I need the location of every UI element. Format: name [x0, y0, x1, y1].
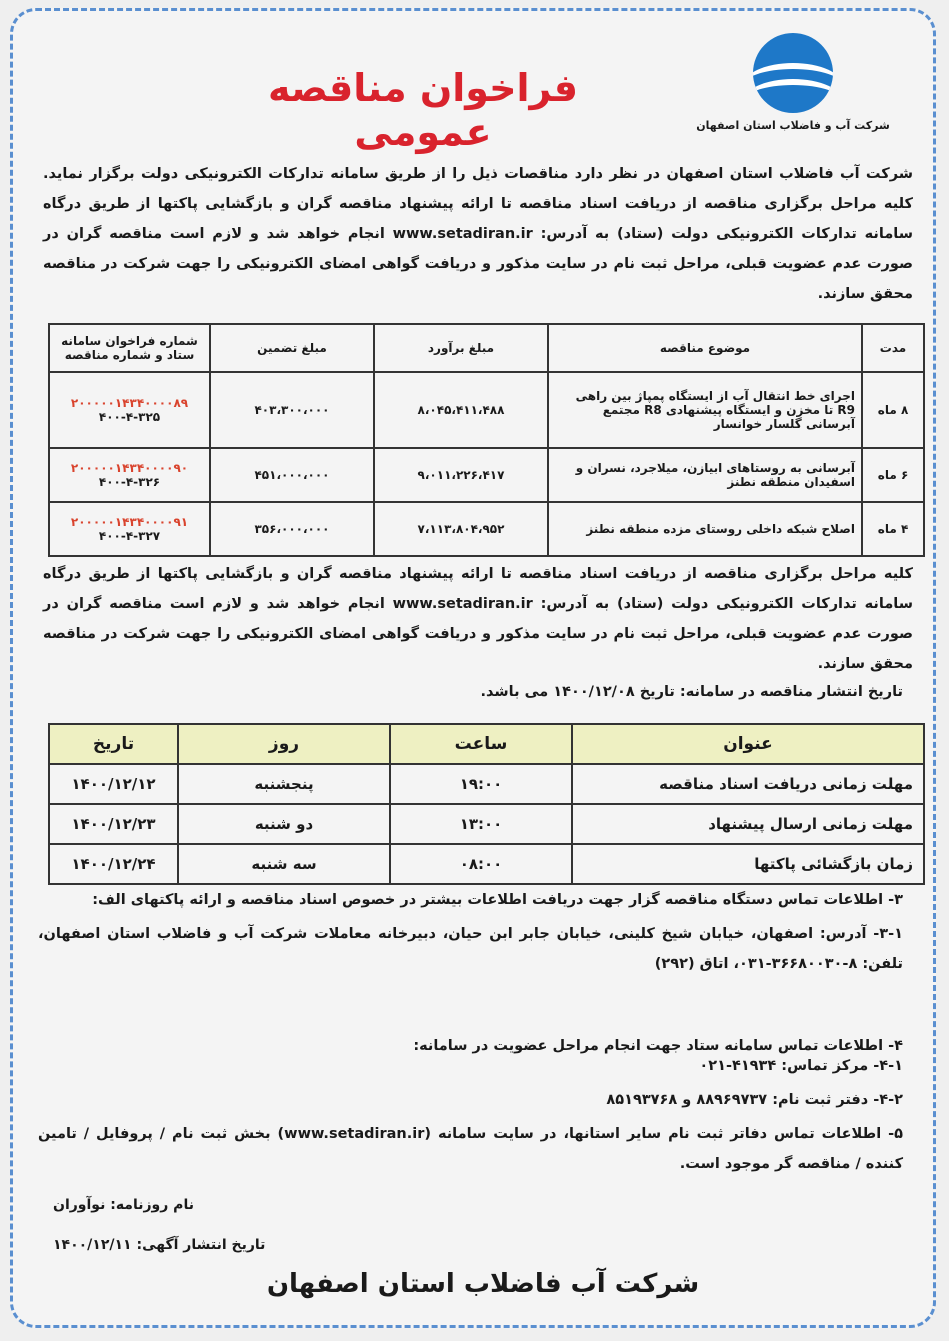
row-date: ۱۴۰۰/۱۲/۲۴	[49, 844, 178, 884]
row-title: مهلت زمانی دریافت اسناد مناقصه	[572, 764, 924, 804]
table-row	[49, 804, 924, 844]
row-subject: اجرای خط انتقال آب از ایستگاه پمپاژ بین راهی R9 تا مخزن و ایستگاه پیشنهادی R8 مجتمع آبرسانی گلسار خوانسار	[548, 372, 862, 448]
col-estimate: مبلغ برآورد	[374, 324, 548, 372]
procedure-paragraph: کلیه مراحل برگزاری مناقصه از دریافت اسناد مناقصه تا ارائه پیشنهاد مناقصه گران و بازگشایی پاکتها از طریق درگاه سامانه تدارکات الکترونیکی دولت (ستاد) به آدرس: www.setadiran.ir انجام خواهد شد و لازم است مناقصه گران در صورت عدم عضویت قبلی، مراحل ثبت نام در سایت مذکور و دریافت گواهی امضای الکترونیکی را جهت شرکت در مناقصه محقق سازند.	[43, 566, 913, 672]
table-row	[49, 502, 924, 556]
row-subject: آبرسانی به روستاهای ابیازن، میلاجرد، نسران و اسفیدان منطقه نطنز	[548, 448, 862, 502]
col-number: شماره فراخوان سامانه ستاد و شماره مناقصه	[49, 324, 210, 372]
row-time: ۰۸:۰۰	[390, 844, 572, 884]
contact-section-3: ۳- اطلاعات تماس دستگاه مناقصه گزار جهت دریافت اطلاعات بیشتر در خصوص اسناد مناقصه و ارائه پاکتهای الف:	[92, 892, 903, 908]
publish-date: تاریخ انتشار مناقصه در سامانه: تاریخ ۱۴۰۰/۱۲/۰۸ می باشد.	[480, 684, 903, 700]
row-title: زمان بازگشائی پاکتها	[572, 844, 924, 884]
table-row	[49, 372, 924, 448]
setad-number: ۲۰۰۰۰۰۱۴۳۴۰۰۰۰۸۹	[70, 396, 189, 410]
ad-publish-date: تاریخ انتشار آگهی: ۱۴۰۰/۱۲/۱۱	[53, 1237, 266, 1253]
row-day: سه شنبه	[178, 844, 390, 884]
table-row	[49, 448, 924, 502]
row-number	[49, 372, 210, 448]
row-title: مهلت زمانی ارسال پیشنهاد	[572, 804, 924, 844]
schedule-table	[48, 723, 925, 885]
notice-frame	[10, 8, 936, 1328]
intro-paragraph: شرکت آب فاضلاب استان اصفهان در نظر دارد مناقصات ذیل را از طریق سامانه تدارکات الکترونیکی دولت برگزار نماید. کلیه مراحل برگزاری مناقصه از دریافت اسناد مناقصه تا ارائه پیشنهاد مناقصه گران و بازگشایی پاکتها از طریق درگاه سامانه تدارکات الکترونیکی دولت (ستاد) به آدرس: www.setadiran.ir انجام خواهد شد و لازم است مناقصه گران در صورت عدم عضویت قبلی، مراحل ثبت نام در سایت مذکور و دریافت گواهی امضای الکترونیکی را جهت شرکت در مناقصه محقق سازند.	[43, 166, 913, 302]
row-duration: ۴ ماه	[862, 502, 924, 556]
tenders-table	[48, 323, 925, 557]
contact-address: ۳-۱- آدرس: اصفهان، خیابان شیخ کلینی، خیابان جابر ابن حیان، دبیرخانه معاملات شرکت آب و فاضلاب استان اصفهان، تلفن: ۸-۳۶۶۸۰۰۳۰-۰۳۱، اتاق (۲۹۲)	[38, 926, 903, 972]
footer-company-name: شرکت آب فاضلاب استان اصفهان	[266, 1269, 700, 1299]
contact-section-5: ۵- اطلاعات تماس دفاتر ثبت نام سایر استانها، در سایت سامانه (www.setadiran.ir) بخش ثبت نام / پروفایل / تامین کننده / مناقصه گر موجود است.	[38, 1126, 903, 1172]
table-row	[49, 764, 924, 804]
row-duration: ۶ ماه	[862, 448, 924, 502]
col-guarantee: مبلغ تضمین	[210, 324, 374, 372]
tender-number: ۴۰۰-۴-۳۲۷	[98, 529, 161, 543]
row-estimate: ۸،۰۴۵،۴۱۱،۴۸۸	[374, 372, 548, 448]
row-date: ۱۴۰۰/۱۲/۱۲	[49, 764, 178, 804]
row-number	[49, 448, 210, 502]
tender-number: ۴۰۰-۴-۳۲۵	[98, 410, 161, 424]
row-date: ۱۴۰۰/۱۲/۲۳	[49, 804, 178, 844]
col-date: تاریخ	[49, 724, 178, 764]
company-logo	[693, 33, 893, 153]
col-subject: موضوع مناقصه	[548, 324, 862, 372]
setad-number: ۲۰۰۰۰۰۱۴۳۴۰۰۰۰۹۱	[70, 515, 189, 529]
logo-company-name: شرکت آب و فاضلاب استان اصفهان	[696, 119, 890, 132]
contact-call-center: ۴-۱- مرکز تماس: ۴۱۹۳۴-۰۲۱	[699, 1058, 903, 1074]
col-time: ساعت	[390, 724, 572, 764]
col-day: روز	[178, 724, 390, 764]
row-estimate: ۹،۰۱۱،۲۲۶،۴۱۷	[374, 448, 548, 502]
row-guarantee: ۴۰۳،۳۰۰،۰۰۰	[210, 372, 374, 448]
col-title: عنوان	[572, 724, 924, 764]
row-day: پنجشنبه	[178, 764, 390, 804]
contact-registration-office: ۴-۲- دفتر ثبت نام: ۸۸۹۶۹۷۳۷ و ۸۵۱۹۳۷۶۸	[606, 1092, 903, 1108]
row-guarantee: ۳۵۶،۰۰۰،۰۰۰	[210, 502, 374, 556]
table-row	[49, 844, 924, 884]
row-duration: ۸ ماه	[862, 372, 924, 448]
page-title: فراخوان مناقصه عمومی	[267, 66, 579, 154]
row-guarantee: ۴۵۱،۰۰۰،۰۰۰	[210, 448, 374, 502]
row-number	[49, 502, 210, 556]
row-day: دو شنبه	[178, 804, 390, 844]
setad-number: ۲۰۰۰۰۰۱۴۳۴۰۰۰۰۹۰	[70, 461, 189, 475]
contact-section-4: ۴- اطلاعات تماس سامانه ستاد جهت انجام مراحل عضویت در سامانه:	[413, 1038, 903, 1054]
tender-number: ۴۰۰-۴-۳۲۶	[98, 475, 161, 489]
row-estimate: ۷،۱۱۳،۸۰۴،۹۵۲	[374, 502, 548, 556]
row-time: ۱۳:۰۰	[390, 804, 572, 844]
row-time: ۱۹:۰۰	[390, 764, 572, 804]
col-duration: مدت	[862, 324, 924, 372]
newspaper-name: نام روزنامه: نوآوران	[53, 1197, 194, 1213]
water-drop-icon	[753, 33, 833, 113]
row-subject: اصلاح شبکه داخلی روستای مزده منطقه نطنز	[548, 502, 862, 556]
